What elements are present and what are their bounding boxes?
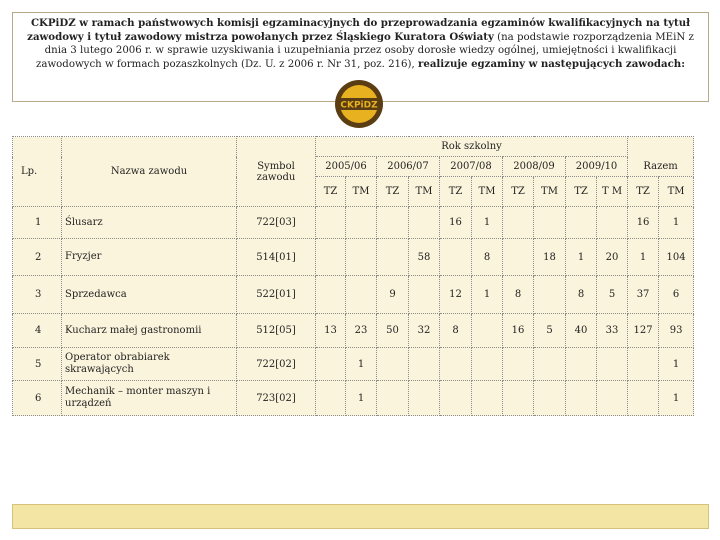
row-value: 1 [659, 207, 694, 239]
row-value: 8 [472, 239, 503, 276]
subheader-9: T M [597, 177, 628, 207]
row-value [566, 348, 597, 381]
row-symbol: 722[03] [237, 207, 316, 239]
row-value [628, 348, 659, 381]
row-lp: 3 [13, 276, 62, 314]
table-row [13, 381, 694, 416]
row-value [534, 276, 566, 314]
row-lp: 5 [13, 348, 62, 381]
row-value [534, 381, 566, 416]
row-value: 5 [534, 314, 566, 348]
table-row [13, 239, 694, 276]
table-row [13, 207, 694, 239]
row-value: 1 [472, 276, 503, 314]
row-name: Fryzjer [62, 239, 237, 276]
year-2007-08: 2007/08 [440, 157, 503, 177]
row-value: 1 [659, 348, 694, 381]
row-value [377, 381, 409, 416]
row-value: 18 [534, 239, 566, 276]
row-value [409, 207, 440, 239]
row-value: 12 [440, 276, 472, 314]
year-2009-10: 2009/10 [566, 157, 628, 177]
row-value: 1 [346, 348, 377, 381]
subheader-7: TM [534, 177, 566, 207]
row-value [316, 239, 346, 276]
row-value: 5 [597, 276, 628, 314]
header-rok-szkolny: Rok szkolny [316, 137, 628, 157]
row-name: Mechanik – monter maszyn i urządzeń [62, 381, 237, 416]
table-row [13, 348, 694, 381]
row-value: 37 [628, 276, 659, 314]
row-value [409, 348, 440, 381]
row-value [503, 348, 534, 381]
header-symbol: Symbol zawodu [237, 137, 316, 207]
header-razem: Razem [628, 137, 694, 177]
row-value: 1 [628, 239, 659, 276]
header-text [21, 17, 700, 71]
header-bold-end: realizuje egzaminy w następujących zawodach: [417, 57, 685, 70]
subheader-10: TZ [628, 177, 659, 207]
row-value: 8 [566, 276, 597, 314]
row-value [503, 381, 534, 416]
row-value [534, 207, 566, 239]
row-value [346, 276, 377, 314]
year-2006-07: 2006/07 [377, 157, 440, 177]
row-value: 104 [659, 239, 694, 276]
ckpidz-logo [334, 79, 384, 129]
row-value [597, 381, 628, 416]
row-value [316, 276, 346, 314]
row-symbol: 514[01] [237, 239, 316, 276]
row-value [628, 381, 659, 416]
row-lp: 1 [13, 207, 62, 239]
table-wrapper [12, 136, 693, 416]
row-lp: 6 [13, 381, 62, 416]
subheader-0: TZ [316, 177, 346, 207]
row-name: Kucharz małej gastronomii [62, 314, 237, 348]
header-lp: Lp. [13, 137, 62, 207]
row-value: 1 [346, 381, 377, 416]
row-value [316, 381, 346, 416]
row-value: 23 [346, 314, 377, 348]
row-value [566, 381, 597, 416]
row-value [440, 239, 472, 276]
table-row [13, 276, 694, 314]
header-normal: (na podstawie rozporządzenia MEiN z dnia 3 lutego 2006 r. w sprawie uzyskiwania i uzupełniania przez osoby dorosłe wiedzy ogólnej, umiejętności i kwalifikacji zawodowych w formach pozaszkolnych (Dz. U. z 2006 r. Nr 31, poz. 216), [36, 31, 694, 70]
header-name: Nazwa zawodu [62, 137, 237, 207]
row-value: 93 [659, 314, 694, 348]
subheader-3: TM [409, 177, 440, 207]
row-value: 1 [566, 239, 597, 276]
row-value [597, 207, 628, 239]
row-value [566, 207, 597, 239]
row-value [440, 381, 472, 416]
row-value [597, 348, 628, 381]
row-value: 50 [377, 314, 409, 348]
subheader-5: TM [472, 177, 503, 207]
row-symbol: 722[02] [237, 348, 316, 381]
row-name: Sprzedawca [62, 276, 237, 314]
subheader-4: TZ [440, 177, 472, 207]
row-value [316, 348, 346, 381]
row-value: 13 [316, 314, 346, 348]
row-symbol: 522[01] [237, 276, 316, 314]
row-value: 1 [659, 381, 694, 416]
row-value: 40 [566, 314, 597, 348]
row-value [503, 207, 534, 239]
row-value: 127 [628, 314, 659, 348]
row-value [409, 381, 440, 416]
row-name: Ślusarz [62, 207, 237, 239]
row-value: 16 [503, 314, 534, 348]
row-value [316, 207, 346, 239]
row-value: 1 [472, 207, 503, 239]
row-value: 8 [503, 276, 534, 314]
row-value [346, 239, 377, 276]
row-value [472, 314, 503, 348]
subheader-8: TZ [566, 177, 597, 207]
row-value [346, 207, 377, 239]
header-bold: CKPiDZ w ramach państwowych komisji egzaminacyjnych do przeprowadzania egzaminów kwalifikacyjnych na tytuł zawodowy i tytuł zawodowy mistrza powołanych przez Śląskiego Kuratora Oświaty [27, 17, 691, 43]
row-value [472, 348, 503, 381]
subheader-11: TM [659, 177, 694, 207]
row-symbol: 723[02] [237, 381, 316, 416]
exam-table [12, 136, 694, 416]
table-row [13, 314, 694, 348]
row-value: 16 [628, 207, 659, 239]
year-2008-09: 2008/09 [503, 157, 566, 177]
row-lp: 4 [13, 314, 62, 348]
row-value [534, 348, 566, 381]
row-value: 6 [659, 276, 694, 314]
logo-text: CKPiDZ [340, 100, 378, 111]
row-value: 8 [440, 314, 472, 348]
row-value [377, 207, 409, 239]
year-2005-06: 2005/06 [316, 157, 377, 177]
row-value [472, 381, 503, 416]
row-symbol: 512[05] [237, 314, 316, 348]
subheader-2: TZ [377, 177, 409, 207]
row-value: 16 [440, 207, 472, 239]
row-value [440, 348, 472, 381]
row-lp: 2 [13, 239, 62, 276]
row-value: 20 [597, 239, 628, 276]
row-value: 32 [409, 314, 440, 348]
row-name: Operator obrabiarek skrawających [62, 348, 237, 381]
row-value [377, 239, 409, 276]
row-value [377, 348, 409, 381]
row-value [503, 239, 534, 276]
subheader-6: TZ [503, 177, 534, 207]
row-value: 58 [409, 239, 440, 276]
subheader-1: TM [346, 177, 377, 207]
row-value [409, 276, 440, 314]
bottom-bar [12, 504, 709, 529]
row-value: 9 [377, 276, 409, 314]
row-value: 33 [597, 314, 628, 348]
